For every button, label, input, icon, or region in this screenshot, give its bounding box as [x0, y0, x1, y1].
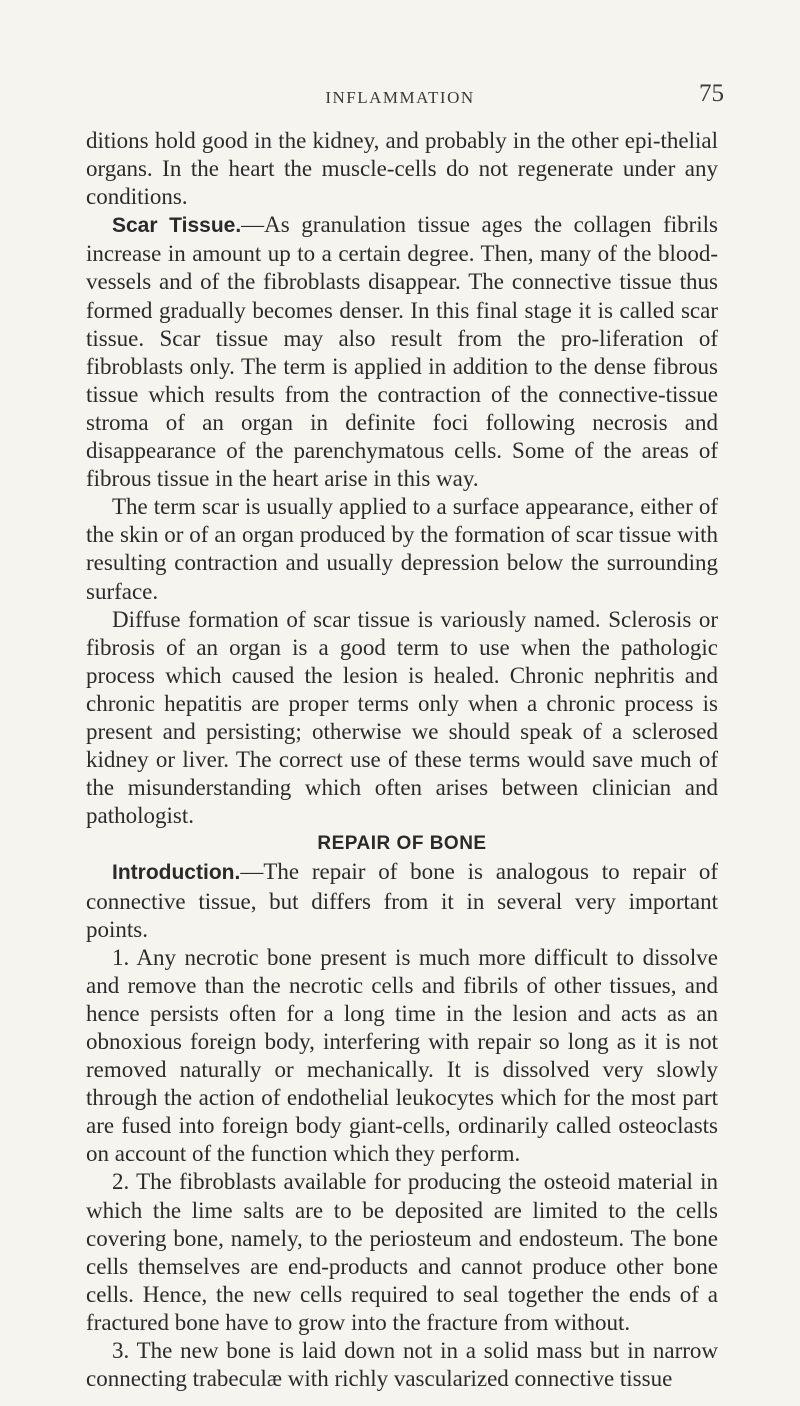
list-item-3: 3. The new bone is laid down not in a solid mass but in narrow connecting trabeculæ with richly vascularized connective tissue [86, 1338, 718, 1392]
body-text [86, 127, 718, 1393]
run-in-heading-scar-tissue: Scar Tissue. [112, 214, 242, 238]
section-heading-repair-of-bone: REPAIR OF BONE [317, 833, 487, 855]
page-number: 75 [699, 80, 724, 107]
paragraph-continuation: ditions hold good in the kidney, and probably in the other epi-thelial organs. In the heart the muscle-cells do not regenerate under any conditions. [86, 128, 718, 210]
list-item-2: 2. The fibroblasts available for producing the osteoid material in which the lime salts are to be deposited are limited to the cells covering bone, namely, to the periosteum and endosteum. The bone cells themselves are end-products and cannot produce other bone cells. Hence, the new cells required to seal together the ends of a fractured bone have to grow into the fracture from without. [86, 1169, 718, 1335]
paragraph-scar-term: The term scar is usually applied to a surface appearance, either of the skin or of an organ produced by the formation of scar tissue with resulting contraction and usually depression below the surrounding surface. [86, 494, 718, 604]
paragraph-introduction [86, 858, 718, 943]
paragraph-diffuse-formation: Diffuse formation of scar tissue is variously named. Sclerosis or fibrosis of an organ is a good term to use when the pathologic process which caused the lesion is healed. Chronic nephritis and chronic hepatitis are proper terms only when a chronic process is present and persisting; otherwise we should speak of a sclerosed kidney or liver. The correct use of these terms would save much of the misunderstanding which often arises between clinician and pathologist. [86, 606, 718, 829]
page-header [0, 80, 800, 110]
run-in-heading-introduction: Introduction. [112, 861, 241, 885]
introduction-text: —The repair of bone is analogous to repair of connective tissue, but differs from it in several very important points. [86, 859, 718, 942]
paragraph-scar-tissue [86, 211, 718, 493]
list-item-1: 1. Any necrotic bone present is much more difficult to dissolve and remove than the necrotic cells and fibrils of other tissues, and hence persists often for a long time in the lesion and acts as an obnoxious foreign body, interfering with repair so long as it is not removed naturally or mechanically. It is dissolved very slowly through the action of endothelial leukocytes which for the most part are fused into foreign body giant-cells, ordinarily called osteoclasts on account of the function which they perform. [86, 944, 718, 1167]
running-head: INFLAMMATION [325, 88, 475, 107]
scar-tissue-text: —As granulation tissue ages the collagen fibrils increase in amount up to a certain degree. Then, many of the blood-vessels and of the fibroblasts disappear. The connective tissue thus formed gradually becomes denser. In this final stage it is called scar tissue. Scar tissue may also result from the pro-liferation of fibroblasts only. The term is applied in addition to the dense fibrous tissue which results from the contraction of the connective-tissue stroma of an organ in definite foci following necrosis and disappearance of the parenchymatous cells. Some of the areas of fibrous tissue in the heart arise in this way. [86, 212, 719, 492]
